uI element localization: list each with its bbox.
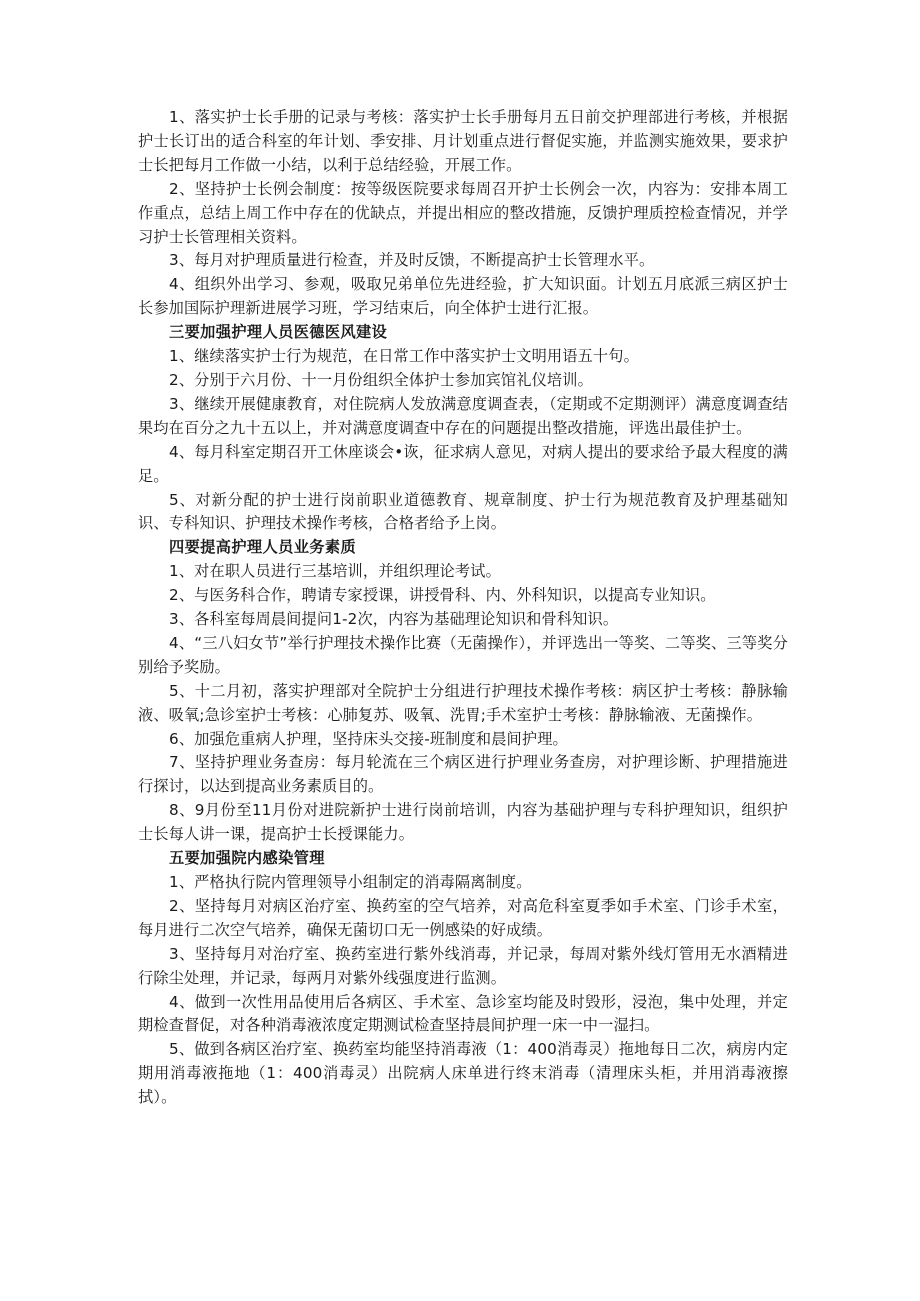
paragraph-s4-8: 8、9月份至11月份对进院新护士进行岗前培训，内容为基础护理与专科护理知识，组织护士长每人讲一课，提高护士长授课能力。 <box>138 801 788 844</box>
paragraph-s4-5: 5、十二月初，落实护理部对全院护士分组进行护理技术操作考核：病区护士考核：静脉输液、吸氧;急诊室护士考核：心肺复苏、吸氧、洗胃;手术室护士考核：静脉输液、无菌操作。 <box>138 681 788 724</box>
paragraph-s2-3: 3、每月对护理质量进行检查，并及时反馈，不断提高护士长管理水平。 <box>169 251 655 270</box>
section-heading-4: 四要提高护理人员业务素质 <box>169 538 357 557</box>
paragraph-s2-2: 2、坚持护士长例会制度：按等级医院要求每周召开护士长例会一次，内容为：安排本周工作重点，总结上周工作中存在的优缺点，并提出相应的整改措施，反馈护理质控检查情况，并学习护士长管理相关资料。 <box>138 179 788 246</box>
paragraph-s3-3: 3、继续开展健康教育，对住院病人发放满意度调查表，（定期或不定期测评）满意度调查结果均在百分之九十五以上，并对满意度调查中存在的问题提出整改措施，评选出最佳护士。 <box>138 394 788 437</box>
section-heading-3: 三要加强护理人员医德医风建设 <box>169 323 388 342</box>
paragraph-s3-1: 1、继续落实护士行为规范，在日常工作中落实护士文明用语五十句。 <box>169 347 639 366</box>
paragraph-s4-4: 4、“三八妇女节”举行护理技术操作比赛（无菌操作），并评选出一等奖、二等奖、三等奖分别给予奖励。 <box>138 633 788 676</box>
paragraph-s5-5: 5、做到各病区治疗室、换药室均能坚持消毒液（1：400消毒灵）拖地每日二次，病房内定期用消毒液拖地（1：400消毒灵）出院病人床单进行终末消毒（清理床头柜，并用消毒液擦拭）。 <box>138 1040 788 1107</box>
paragraph-s4-6: 6、加强危重病人护理，坚持床头交接-班制度和晨间护理。 <box>169 729 568 748</box>
paragraph-s2-1: 1、落实护士长手册的记录与考核：落实护士长手册每月五日前交护理部进行考核，并根据护士长订出的适合科室的年计划、季安排、月计划重点进行督促实施，并监测实施效果，要求护士长把每月工作做一小结，以利于总结经验，开展工作。 <box>138 108 788 174</box>
paragraph-s3-2: 2、分别于六月份、十一月份组织全体护士参加宾馆礼仪培训。 <box>169 370 593 389</box>
paragraph-s2-4: 4、组织外出学习、参观，吸取兄弟单位先进经验，扩大知识面。计划五月底派三病区护士长参加国际护理新进展学习班，学习结束后，向全体护士进行汇报。 <box>138 275 788 318</box>
section-heading-5: 五要加强院内感染管理 <box>169 849 325 868</box>
paragraph-s5-1: 1、严格执行院内管理领导小组制定的消毒隔离制度。 <box>169 873 532 891</box>
paragraph-s3-5: 5、对新分配的护士进行岗前职业道德教育、规章制度、护士行为规范教育及护理基础知识、专科知识、护理技术操作考核，合格者给予上岗。 <box>138 490 788 533</box>
paragraph-s5-3: 3、坚持每月对治疗室、换药室进行紫外线消毒，并记录，每周对紫外线灯管用无水酒精进行除尘处理，并记录，每两月对紫外线强度进行监测。 <box>138 944 788 987</box>
paragraph-s4-7: 7、坚持护理业务查房：每月轮流在三个病区进行护理业务查房，对护理诊断、护理措施进行探讨，以达到提高业务素质目的。 <box>138 753 788 796</box>
paragraph-s5-4: 4、做到一次性用品使用后各病区、手术室、急诊室均能及时毁形，浸泡，集中处理，并定期检查督促，对各种消毒液浓度定期测试检查坚持晨间护理一床一中一湿扫。 <box>138 992 788 1035</box>
document-page <box>138 106 788 1110</box>
paragraph-s3-4: 4、每月科室定期召开工休座谈会•诙，征求病人意见，对病人提出的要求给予最大程度的满足。 <box>138 442 788 485</box>
paragraph-s4-2: 2、与医务科合作，聘请专家授课，讲授骨科、内、外科知识，以提高专业知识。 <box>169 586 716 605</box>
paragraph-s4-1: 1、对在职人员进行三基培训，并组织理论考试。 <box>169 562 501 581</box>
paragraph-s5-2: 2、坚持每月对病区治疗室、换药室的空气培养，对高危科室夏季如手术室、门诊手术室，每月进行二次空气培养，确保无菌切口无一例感染的好成绩。 <box>138 896 788 939</box>
paragraph-s4-3: 3、各科室每周晨间提问1-2次，内容为基础理论知识和骨科知识。 <box>169 610 619 629</box>
